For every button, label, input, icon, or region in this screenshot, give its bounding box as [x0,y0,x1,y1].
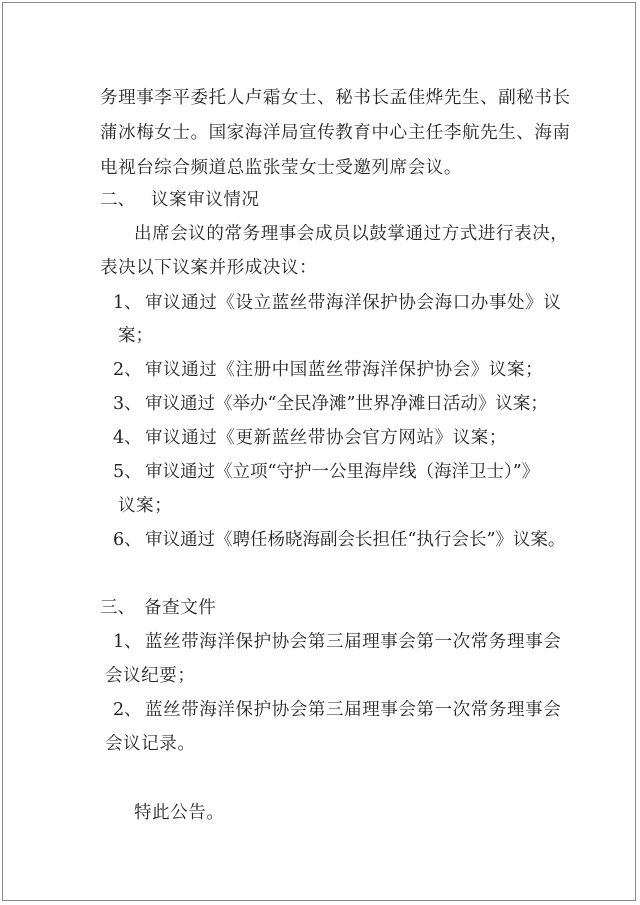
motion-item-3-text: 审议通过《举办“全民净滩”世界净滩日活动》议案； [145,394,548,414]
intro-line-3: 电视台综合频道总监张莹女士受邀列席会议。 [100,158,462,178]
reference-item-1-text: 蓝丝带海洋保护协会第三届理事会第一次常务理事会 [145,632,562,652]
section2-title: 议案审议情况 [151,190,260,210]
reference-item-2-number: 2、 [113,700,142,720]
motion-item-5-text: 审议通过《立项“守护一公里海岸线（海洋卫士）”》 [145,462,540,482]
motion-item-5-number: 5、 [113,462,142,482]
motion-item-4-number: 4、 [113,428,142,448]
motion-item-6-text: 审议通过《聘任杨晓海副会长担任“执行会长”》议案。 [145,530,566,550]
intro-line-1: 务理事李平委托人卢霜女士、秘书长孟佳烨先生、副秘书长 [100,88,571,108]
motion-item-5-continuation: 议案； [118,496,173,516]
section2-paragraph-line-2: 表决以下议案并形成决议： [100,258,318,278]
reference-item-2-continuation: 会议记录。 [105,734,196,754]
closing-statement: 特此公告。 [134,803,225,823]
reference-item-2-text: 蓝丝带海洋保护协会第三届理事会第一次常务理事会 [145,700,562,720]
section2-paragraph-line-1: 出席会议的常务理事会成员以鼓掌通过方式进行表决， [134,224,569,244]
reference-item-1-number: 1、 [113,632,142,652]
motion-item-6-number: 6、 [113,530,142,550]
section3-number: 三、 [100,598,135,618]
motion-item-1-number: 1、 [113,293,142,313]
motion-item-4-text: 审议通过《更新蓝丝带协会官方网站》议案； [145,428,507,448]
motion-item-1-continuation: 案； [118,326,153,346]
intro-line-2: 蒲冰梅女士。国家海洋局宣传教育中心主任李航先生、海南 [100,123,571,143]
motion-item-2-number: 2、 [113,360,142,380]
section2-number: 二、 [100,190,135,210]
motion-item-1-text: 审议通过《设立蓝丝带海洋保护协会海口办事处》议 [145,293,562,313]
motion-item-3-number: 3、 [113,394,142,414]
motion-item-2-text: 审议通过《注册中国蓝丝带海洋保护协会》议案； [145,360,544,380]
section3-title: 备查文件 [144,598,217,618]
reference-item-1-continuation: 会议纪要； [105,666,196,686]
